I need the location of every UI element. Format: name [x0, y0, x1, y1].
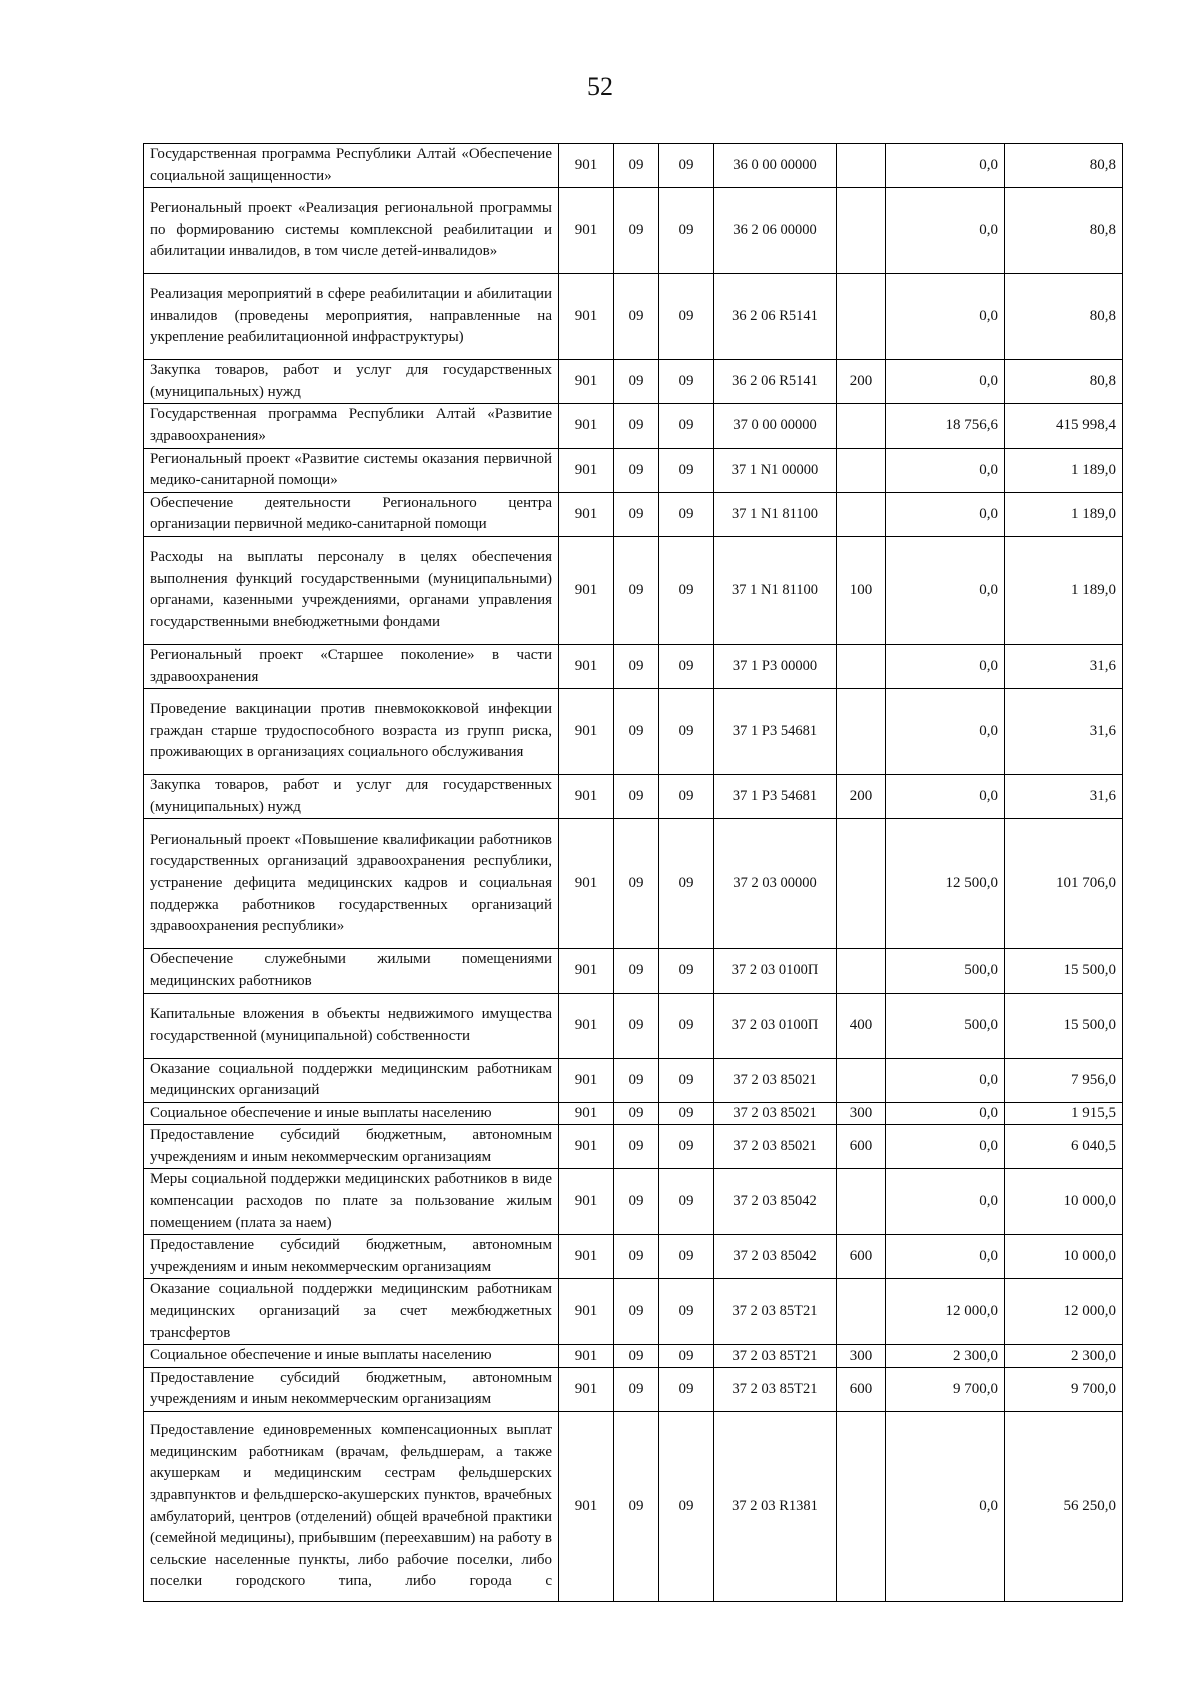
expense-type-code: 300 [837, 1102, 886, 1125]
expense-type-code [837, 1279, 886, 1345]
amount-1: 18 756,6 [886, 404, 1005, 448]
amount-2: 101 706,0 [1005, 819, 1123, 949]
row-description: Обеспечение служебными жилыми помещениями медицинских работников [144, 949, 559, 993]
table-row [144, 1279, 1123, 1345]
subsection-code: 09 [659, 1102, 714, 1125]
table-row [144, 1125, 1123, 1169]
row-description: Региональный проект «Повышение квалификации работников государственных организаций здравоохранения республики, устранение дефицита медицинских кадров и социальная поддержка работников государственных организаций здравоохранения республики» [144, 819, 559, 949]
target-article-code: 37 1 N1 00000 [714, 448, 837, 492]
target-article-code: 36 2 06 R5141 [714, 360, 837, 404]
amount-1: 0,0 [886, 448, 1005, 492]
target-article-code: 37 2 03 85021 [714, 1102, 837, 1125]
subsection-code: 09 [659, 274, 714, 360]
amount-2: 1 189,0 [1005, 492, 1123, 536]
expense-type-code [837, 644, 886, 688]
subsection-code: 09 [659, 993, 714, 1058]
grbs-code: 901 [559, 1279, 614, 1345]
section-code: 09 [614, 775, 659, 819]
section-code: 09 [614, 1279, 659, 1345]
table-row [144, 993, 1123, 1058]
table-row [144, 1345, 1123, 1368]
grbs-code: 901 [559, 775, 614, 819]
amount-2: 1 189,0 [1005, 536, 1123, 644]
amount-1: 500,0 [886, 993, 1005, 1058]
target-article-code: 36 0 00 00000 [714, 144, 837, 188]
section-code: 09 [614, 949, 659, 993]
amount-1: 0,0 [886, 775, 1005, 819]
expense-type-code [837, 689, 886, 775]
section-code: 09 [614, 1235, 659, 1279]
amount-1: 0,0 [886, 1102, 1005, 1125]
row-description: Капитальные вложения в объекты недвижимого имущества государственной (муниципальной) собственности [144, 993, 559, 1058]
section-code: 09 [614, 689, 659, 775]
target-article-code: 37 2 03 85Т21 [714, 1367, 837, 1411]
subsection-code: 09 [659, 1169, 714, 1235]
amount-1: 0,0 [886, 1412, 1005, 1602]
table-row [144, 1169, 1123, 1235]
section-code: 09 [614, 404, 659, 448]
row-description: Региональный проект «Старшее поколение» в части здравоохранения [144, 644, 559, 688]
target-article-code: 37 2 03 85021 [714, 1125, 837, 1169]
table-row [144, 274, 1123, 360]
expense-type-code [837, 819, 886, 949]
page-number: 52 [587, 72, 613, 101]
expense-type-code: 300 [837, 1345, 886, 1368]
amount-2: 1 189,0 [1005, 448, 1123, 492]
table-row [144, 819, 1123, 949]
expense-type-code [837, 144, 886, 188]
amount-2: 7 956,0 [1005, 1058, 1123, 1102]
amount-2: 80,8 [1005, 360, 1123, 404]
table-row [144, 448, 1123, 492]
target-article-code: 36 2 06 00000 [714, 188, 837, 274]
amount-2: 15 500,0 [1005, 993, 1123, 1058]
subsection-code: 09 [659, 1125, 714, 1169]
grbs-code: 901 [559, 993, 614, 1058]
row-description: Оказание социальной поддержки медицинским работникам медицинских организаций [144, 1058, 559, 1102]
section-code: 09 [614, 1169, 659, 1235]
amount-1: 0,0 [886, 492, 1005, 536]
subsection-code: 09 [659, 360, 714, 404]
subsection-code: 09 [659, 1235, 714, 1279]
amount-2: 80,8 [1005, 144, 1123, 188]
table-row [144, 689, 1123, 775]
amount-1: 9 700,0 [886, 1367, 1005, 1411]
table-row [144, 492, 1123, 536]
expense-type-code [837, 492, 886, 536]
amount-2: 31,6 [1005, 775, 1123, 819]
grbs-code: 901 [559, 1367, 614, 1411]
table-row [144, 949, 1123, 993]
expense-type-code [837, 448, 886, 492]
row-description: Проведение вакцинации против пневмококковой инфекции граждан старше трудоспособного возраста из групп риска, проживающих в организациях социального обслуживания [144, 689, 559, 775]
amount-1: 0,0 [886, 144, 1005, 188]
target-article-code: 37 1 P3 54681 [714, 775, 837, 819]
section-code: 09 [614, 274, 659, 360]
target-article-code: 37 2 03 85021 [714, 1058, 837, 1102]
target-article-code: 37 2 03 00000 [714, 819, 837, 949]
subsection-code: 09 [659, 1279, 714, 1345]
row-description: Социальное обеспечение и иные выплаты населению [144, 1345, 559, 1368]
row-description: Государственная программа Республики Алтай «Обеспечение социальной защищенности» [144, 144, 559, 188]
grbs-code: 901 [559, 492, 614, 536]
expense-type-code [837, 274, 886, 360]
amount-2: 31,6 [1005, 689, 1123, 775]
subsection-code: 09 [659, 144, 714, 188]
subsection-code: 09 [659, 689, 714, 775]
row-description: Предоставление субсидий бюджетным, автономным учреждениям и иным некоммерческим организациям [144, 1367, 559, 1411]
grbs-code: 901 [559, 949, 614, 993]
target-article-code: 37 2 03 85Т21 [714, 1279, 837, 1345]
subsection-code: 09 [659, 949, 714, 993]
expense-type-code: 600 [837, 1367, 886, 1411]
target-article-code: 37 2 03 85042 [714, 1169, 837, 1235]
table-row [144, 775, 1123, 819]
target-article-code: 36 2 06 R5141 [714, 274, 837, 360]
section-code: 09 [614, 536, 659, 644]
expense-type-code: 400 [837, 993, 886, 1058]
amount-1: 0,0 [886, 1058, 1005, 1102]
amount-2: 415 998,4 [1005, 404, 1123, 448]
subsection-code: 09 [659, 448, 714, 492]
amount-1: 2 300,0 [886, 1345, 1005, 1368]
expense-type-code [837, 1058, 886, 1102]
section-code: 09 [614, 1058, 659, 1102]
grbs-code: 901 [559, 360, 614, 404]
subsection-code: 09 [659, 1345, 714, 1368]
expense-type-code: 600 [837, 1235, 886, 1279]
table-row [144, 1058, 1123, 1102]
row-description: Обеспечение деятельности Регионального центра организации первичной медико-санитарной помощи [144, 492, 559, 536]
amount-1: 0,0 [886, 689, 1005, 775]
expense-type-code [837, 1412, 886, 1602]
grbs-code: 901 [559, 1102, 614, 1125]
expense-type-code [837, 949, 886, 993]
amount-2: 10 000,0 [1005, 1235, 1123, 1279]
row-description: Реализация мероприятий в сфере реабилитации и абилитации инвалидов (проведены мероприятия, направленные на укрепление реабилитационной инфраструктуры) [144, 274, 559, 360]
expense-type-code: 600 [837, 1125, 886, 1169]
budget-table [143, 143, 1123, 1602]
amount-1: 0,0 [886, 1169, 1005, 1235]
amount-2: 56 250,0 [1005, 1412, 1123, 1602]
subsection-code: 09 [659, 819, 714, 949]
section-code: 09 [614, 144, 659, 188]
row-description: Меры социальной поддержки медицинских работников в виде компенсации расходов по плате за пользование жилым помещением (плата за наем) [144, 1169, 559, 1235]
expense-type-code: 200 [837, 775, 886, 819]
subsection-code: 09 [659, 644, 714, 688]
amount-1: 12 000,0 [886, 1279, 1005, 1345]
row-description: Предоставление единовременных компенсационных выплат медицинским работникам (врачам, фельдшерам, а также акушеркам и медицинским сестрам фельдшерских здравпунктов и фельдшерско-акушерских пунктов, врачебных амбулаторий, центров (отделений) общей врачебной практики (семейной медицины), прибывшим (переехавшим) на работу в сельские населенные пункты, либо рабочие поселки, либо поселки городского типа, либо города с [144, 1412, 559, 1602]
amount-2: 12 000,0 [1005, 1279, 1123, 1345]
subsection-code: 09 [659, 1058, 714, 1102]
subsection-code: 09 [659, 1367, 714, 1411]
amount-2: 10 000,0 [1005, 1169, 1123, 1235]
grbs-code: 901 [559, 536, 614, 644]
amount-1: 0,0 [886, 274, 1005, 360]
table-row [144, 1412, 1123, 1602]
amount-1: 0,0 [886, 1235, 1005, 1279]
table-row [144, 144, 1123, 188]
table-row [144, 536, 1123, 644]
row-description: Закупка товаров, работ и услуг для государственных (муниципальных) нужд [144, 775, 559, 819]
amount-1: 0,0 [886, 1125, 1005, 1169]
table-row [144, 1367, 1123, 1411]
grbs-code: 901 [559, 1412, 614, 1602]
amount-1: 0,0 [886, 536, 1005, 644]
table-row [144, 188, 1123, 274]
row-description: Закупка товаров, работ и услуг для государственных (муниципальных) нужд [144, 360, 559, 404]
target-article-code: 37 2 03 0100П [714, 993, 837, 1058]
subsection-code: 09 [659, 492, 714, 536]
row-description: Государственная программа Республики Алтай «Развитие здравоохранения» [144, 404, 559, 448]
subsection-code: 09 [659, 775, 714, 819]
section-code: 09 [614, 360, 659, 404]
expense-type-code: 200 [837, 360, 886, 404]
grbs-code: 901 [559, 1235, 614, 1279]
target-article-code: 37 2 03 85Т21 [714, 1345, 837, 1368]
amount-1: 0,0 [886, 360, 1005, 404]
target-article-code: 37 1 N1 81100 [714, 536, 837, 644]
expense-type-code [837, 1169, 886, 1235]
target-article-code: 37 1 N1 81100 [714, 492, 837, 536]
section-code: 09 [614, 993, 659, 1058]
row-description: Предоставление субсидий бюджетным, автономным учреждениям и иным некоммерческим организациям [144, 1235, 559, 1279]
amount-1: 12 500,0 [886, 819, 1005, 949]
amount-1: 0,0 [886, 644, 1005, 688]
expense-type-code [837, 188, 886, 274]
amount-2: 2 300,0 [1005, 1345, 1123, 1368]
table-row [144, 1235, 1123, 1279]
table-row [144, 404, 1123, 448]
amount-2: 80,8 [1005, 274, 1123, 360]
row-description: Региональный проект «Реализация региональной программы по формированию системы комплексной реабилитации и абилитации инвалидов, в том числе детей-инвалидов» [144, 188, 559, 274]
section-code: 09 [614, 819, 659, 949]
subsection-code: 09 [659, 404, 714, 448]
subsection-code: 09 [659, 536, 714, 644]
row-description: Региональный проект «Развитие системы оказания первичной медико-санитарной помощи» [144, 448, 559, 492]
section-code: 09 [614, 448, 659, 492]
amount-2: 1 915,5 [1005, 1102, 1123, 1125]
row-description: Расходы на выплаты персоналу в целях обеспечения выполнения функций государственными (муниципальными) органами, казенными учреждениями, органами управления государственными внебюджетными фондами [144, 536, 559, 644]
target-article-code: 37 1 P3 00000 [714, 644, 837, 688]
grbs-code: 901 [559, 689, 614, 775]
grbs-code: 901 [559, 1169, 614, 1235]
subsection-code: 09 [659, 1412, 714, 1602]
grbs-code: 901 [559, 144, 614, 188]
grbs-code: 901 [559, 644, 614, 688]
amount-2: 15 500,0 [1005, 949, 1123, 993]
section-code: 09 [614, 188, 659, 274]
target-article-code: 37 2 03 R1381 [714, 1412, 837, 1602]
section-code: 09 [614, 644, 659, 688]
amount-2: 9 700,0 [1005, 1367, 1123, 1411]
grbs-code: 901 [559, 448, 614, 492]
target-article-code: 37 1 P3 54681 [714, 689, 837, 775]
amount-2: 80,8 [1005, 188, 1123, 274]
target-article-code: 37 2 03 85042 [714, 1235, 837, 1279]
subsection-code: 09 [659, 188, 714, 274]
target-article-code: 37 0 00 00000 [714, 404, 837, 448]
amount-2: 31,6 [1005, 644, 1123, 688]
row-description: Оказание социальной поддержки медицинским работникам медицинских организаций за счет межбюджетных трансфертов [144, 1279, 559, 1345]
table-row [144, 360, 1123, 404]
amount-1: 500,0 [886, 949, 1005, 993]
section-code: 09 [614, 1125, 659, 1169]
table-body [144, 144, 1123, 1602]
expense-type-code: 100 [837, 536, 886, 644]
grbs-code: 901 [559, 188, 614, 274]
grbs-code: 901 [559, 819, 614, 949]
section-code: 09 [614, 1345, 659, 1368]
table-row [144, 1102, 1123, 1125]
target-article-code: 37 2 03 0100П [714, 949, 837, 993]
section-code: 09 [614, 1367, 659, 1411]
grbs-code: 901 [559, 404, 614, 448]
grbs-code: 901 [559, 1345, 614, 1368]
grbs-code: 901 [559, 274, 614, 360]
table-row [144, 644, 1123, 688]
section-code: 09 [614, 1412, 659, 1602]
grbs-code: 901 [559, 1058, 614, 1102]
section-code: 09 [614, 1102, 659, 1125]
expense-type-code [837, 404, 886, 448]
grbs-code: 901 [559, 1125, 614, 1169]
row-description: Социальное обеспечение и иные выплаты населению [144, 1102, 559, 1125]
amount-2: 6 040,5 [1005, 1125, 1123, 1169]
section-code: 09 [614, 492, 659, 536]
amount-1: 0,0 [886, 188, 1005, 274]
row-description: Предоставление субсидий бюджетным, автономным учреждениям и иным некоммерческим организациям [144, 1125, 559, 1169]
